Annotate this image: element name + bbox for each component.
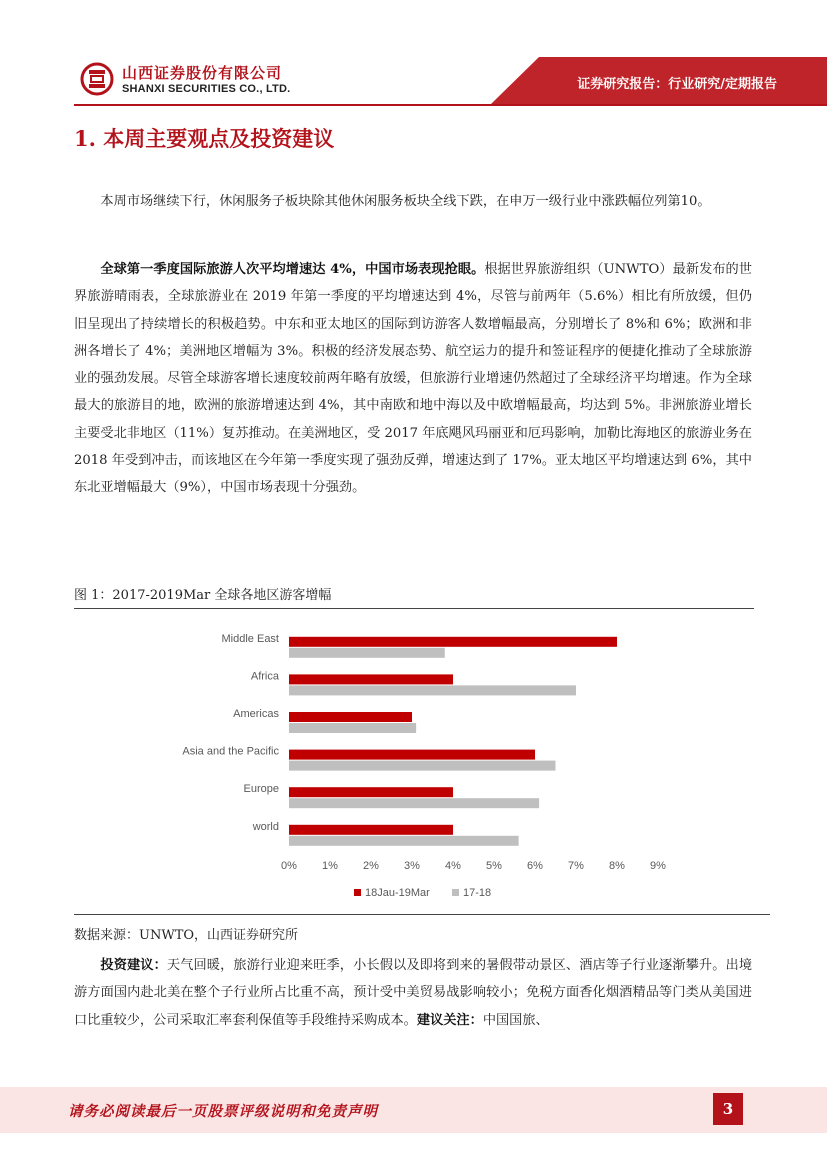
figure-title: 图 1：2017-2019Mar 全球各地区游客增幅 <box>74 588 332 603</box>
paragraph-global-tourism-lead: 全球第一季度国际旅游人次平均增速达 4%，中国市场表现抢眼。 <box>100 262 485 277</box>
company-logo-icon <box>80 62 114 96</box>
header-divider <box>74 104 827 106</box>
legend-swatch-series-2 <box>452 889 459 896</box>
x-tick-label: 5% <box>486 860 502 872</box>
paragraph-global-tourism-text: 根据世界旅游组织（UNWTO）最新发布的世界旅游晴雨表，全球旅游业在 2019 年第一季度的平均增速达到 4%，尽管与前两年（5.6%）相比有所放缓，但仍旧呈现出了持续增长的积极趋势。中东和亚太地区的国际到访游客人数增幅最高，分别增长了 8%和 6%；欧洲和非洲各增长了 4%；美洲地区增幅为 3%。积极的经济发展态势、航空运力的提升和签证程序的便捷化推动了全球旅游业的强劲发展。尽管全球游客增长速度较前两年略有放缓，但旅游行业增速仍然超过了全球经济平均增速。作为全球最大的旅游目的地，欧洲的旅游增速达到 4%，其中南欧和地中海以及中欧增幅最高，均达到 5%。非洲旅游业增长主要受北非地区（11%）复苏推动。在美洲地区，受 2017 年底飓风玛丽亚和厄玛影响，加勒比海地区的旅游业务在 2018 年受到冲击，而该地区在今年第一季度实现了强劲反弹，增速达到了 17%。亚太地区平均增速达到 6%，其中东北亚增幅最大（9%），中国市场表现十分强劲。 <box>74 262 752 496</box>
bar-chart <box>74 609 754 913</box>
x-tick-label: 6% <box>527 860 543 872</box>
figure-bottom-rule <box>74 914 770 915</box>
bar-series-1 <box>289 750 535 760</box>
category-label: Middle East <box>221 632 279 645</box>
page-number: 3 <box>713 1093 743 1125</box>
legend-label-series-1: 18Jau-19Mar <box>365 887 430 899</box>
bar-series-2 <box>289 836 519 846</box>
footer-disclaimer: 请务必阅读最后一页股票评级说明和免责声明 <box>68 1103 378 1120</box>
figure-source: 数据来源：UNWTO，山西证券研究所 <box>74 928 299 943</box>
paragraph-market-text: 本周市场继续下行，休闲服务子板块除其他休闲服务板块全线下跌，在申万一级行业中涨跌幅位列第10。 <box>100 194 711 209</box>
investment-advice-label: 投资建议： <box>100 958 167 973</box>
recommendation-label: 建议关注： <box>416 1012 483 1028</box>
bar-series-1 <box>289 787 453 797</box>
bar-series-2 <box>289 648 445 658</box>
category-label: Africa <box>250 670 279 683</box>
category-label: Europe <box>243 783 279 796</box>
bar-series-2 <box>289 685 576 695</box>
x-tick-label: 0% <box>281 860 297 872</box>
recommendation-text: 中国国旅、 <box>482 1012 549 1028</box>
x-tick-label: 9% <box>650 860 666 872</box>
bar-series-2 <box>289 761 556 771</box>
company-name-en: SHANXI SECURITIES CO., LTD. <box>122 83 291 95</box>
paragraph-investment-advice <box>74 952 752 1034</box>
bar-series-1 <box>289 712 412 722</box>
category-label: Americas <box>233 708 279 720</box>
bar-series-1 <box>289 674 453 684</box>
category-label: world <box>252 820 279 833</box>
bar-series-2 <box>289 723 416 733</box>
category-label: Asia and the Pacific <box>182 745 279 758</box>
investment-advice-text: 天气回暖，旅游行业迎来旺季，小长假以及即将到来的暑假带动景区、酒店等子行业逐渐攀升。出境游方面国内赴北美在整个子行业所占比重不高，预计受中美贸易战影响较小；免税方面香化烟酒精品等门类从美国进口比重较少，公司采取汇率套利保值等手段维持采购成本。 <box>74 958 753 1028</box>
bar-series-1 <box>289 825 453 835</box>
paragraph-market <box>74 188 752 215</box>
x-tick-label: 7% <box>568 860 584 872</box>
x-tick-label: 2% <box>363 860 379 872</box>
legend-label-series-2: 17-18 <box>463 887 492 899</box>
report-type-label: 证券研究报告：行业研究/定期报告 <box>577 77 777 92</box>
x-tick-label: 8% <box>609 860 625 872</box>
bar-series-2 <box>289 798 539 808</box>
section-heading: 1. 本周主要观点及投资建议 <box>74 126 335 151</box>
x-tick-label: 1% <box>322 860 338 872</box>
legend-swatch-series-1 <box>354 889 361 896</box>
bar-series-1 <box>289 637 617 647</box>
x-tick-label: 4% <box>445 860 461 872</box>
company-name-cn: 山西证券股份有限公司 <box>122 64 283 82</box>
paragraph-global-tourism <box>74 256 752 502</box>
x-tick-label: 3% <box>404 860 420 872</box>
